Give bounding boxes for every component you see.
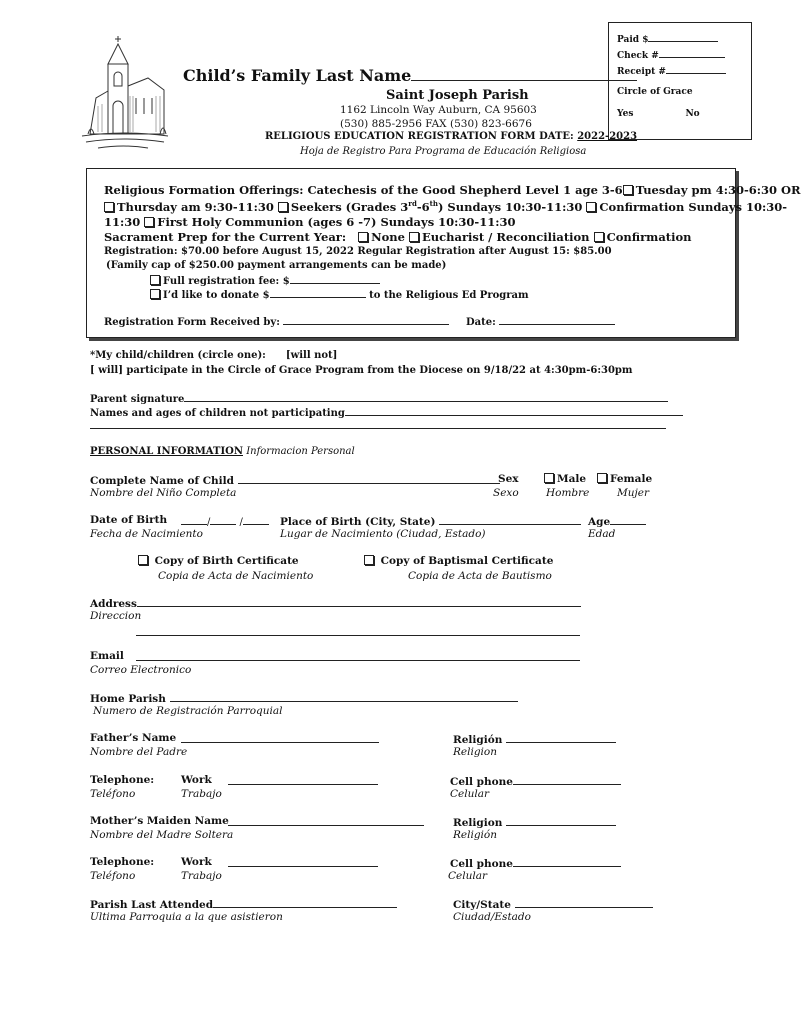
circle-of-grace-label: Circle of Grace bbox=[617, 87, 693, 97]
male-checkbox[interactable] bbox=[544, 473, 554, 483]
full-fee-checkbox[interactable] bbox=[150, 275, 160, 285]
father-es: Nombre del Padre bbox=[90, 746, 188, 758]
tel-2-label: Telephone: bbox=[90, 856, 155, 868]
sex-es: Sexo bbox=[493, 487, 519, 499]
cgs-thursday-checkbox[interactable] bbox=[104, 202, 114, 212]
cell-2-field[interactable] bbox=[513, 856, 621, 867]
religion-1-field[interactable] bbox=[506, 732, 616, 743]
dob-field[interactable]: / / bbox=[181, 514, 269, 528]
donate-checkbox[interactable] bbox=[150, 289, 160, 299]
received-date-field[interactable] bbox=[499, 314, 615, 325]
religion-2-field[interactable] bbox=[506, 815, 616, 826]
email-field[interactable] bbox=[136, 650, 580, 661]
parent-signature-line: Parent signature bbox=[90, 391, 668, 405]
family-name-title: Child’s Family Last Name bbox=[183, 66, 637, 85]
none-checkbox[interactable] bbox=[358, 232, 368, 242]
check-label: Check # bbox=[617, 51, 659, 61]
registration-fee-text: Registration: $70.00 before August 15, 2022 Regular Registration after August 15: $85.00 bbox=[104, 246, 612, 257]
sex-label: Sex bbox=[498, 473, 519, 485]
address-line-2[interactable] bbox=[136, 625, 580, 636]
city-state-line: City/State bbox=[453, 897, 653, 911]
home-parish-field[interactable] bbox=[170, 691, 518, 702]
work-1-field[interactable] bbox=[228, 774, 378, 785]
female-es: Mujer bbox=[617, 487, 650, 499]
work-2-field[interactable] bbox=[228, 856, 378, 867]
male-option: Male bbox=[544, 473, 586, 485]
parish-last-es: Ultima Parroquia a la que asistieron bbox=[90, 911, 283, 923]
religion-2-line: Religion bbox=[453, 815, 616, 829]
names-ages-line: Names and ages of children not participating bbox=[90, 405, 683, 419]
cell-2-es: Celular bbox=[448, 870, 488, 882]
paid-label: Paid $ bbox=[617, 35, 649, 45]
dob-label: Date of Birth bbox=[90, 514, 168, 526]
full-fee-field[interactable] bbox=[290, 273, 380, 284]
church-illustration bbox=[78, 36, 170, 154]
email-line: Email bbox=[90, 650, 124, 662]
seekers-checkbox[interactable] bbox=[278, 202, 288, 212]
confirmation-sunday-checkbox[interactable] bbox=[586, 202, 596, 212]
parish-last-field[interactable] bbox=[213, 897, 397, 908]
received-by-line: Registration Form Received by: bbox=[104, 314, 449, 328]
donate-line: I’d like to donate $ to the Religious Ed Program bbox=[150, 287, 529, 301]
mother-es: Nombre del Madre Soltera bbox=[90, 829, 234, 841]
parish-address: 1162 Lincoln Way Auburn, CA 95603 bbox=[340, 104, 537, 116]
city-state-es: Ciudad/Estado bbox=[453, 911, 531, 923]
parish-phone: (530) 885-2956 FAX (530) 823-6676 bbox=[340, 118, 532, 130]
child-name-field[interactable] bbox=[238, 473, 500, 484]
city-state-field[interactable] bbox=[515, 897, 653, 908]
tel-2-es: Teléfono bbox=[90, 870, 136, 882]
bapt-cert-option: Copy of Baptismal Certificate bbox=[364, 555, 553, 567]
names-ages-extra-line[interactable] bbox=[90, 418, 666, 429]
form-title: RELIGIOUS EDUCATION REGISTRATION FORM DATE: 2022-2023 bbox=[265, 131, 638, 142]
birth-cert-option: Copy of Birth Certificate bbox=[138, 555, 299, 567]
child-name-line: Complete Name of Child bbox=[90, 473, 500, 487]
family-cap-text: (Family cap of $250.00 payment arrangements can be made) bbox=[106, 260, 447, 271]
religion-2-es: Religión bbox=[453, 829, 497, 841]
cell-2-line: Cell phone bbox=[450, 856, 621, 870]
child-name-es: Nombre del Niño Completa bbox=[90, 487, 237, 499]
mother-field[interactable] bbox=[228, 815, 424, 826]
donate-field[interactable] bbox=[270, 287, 366, 298]
cgs-tuesday-checkbox[interactable] bbox=[623, 185, 633, 195]
pob-line: Place of Birth (City, State) bbox=[280, 514, 581, 528]
offerings-line-2: Thursday am 9:30-11:30 Seekers (Grades 3rd-6th) Sundays 10:30-11:30 Confirmation Sundays 10:30- bbox=[104, 199, 787, 214]
sacrament-prep-line: Sacrament Prep for the Current Year: None Eucharist / Reconciliation Confirmation bbox=[104, 230, 692, 244]
full-fee-line: Full registration fee: $ bbox=[150, 273, 380, 287]
work-2-es: Trabajo bbox=[181, 870, 222, 882]
birth-cert-checkbox[interactable] bbox=[138, 555, 148, 565]
address-es: Direccion bbox=[90, 610, 142, 622]
address-line: Address bbox=[90, 596, 581, 610]
offerings-line-1: Religious Formation Offerings: Catechesis of the Good Shepherd Level 1 age 3-6 Tuesday pm 4:30-6:30 OR bbox=[104, 183, 801, 197]
first-communion-checkbox[interactable] bbox=[144, 217, 154, 227]
names-ages-field[interactable] bbox=[345, 405, 683, 416]
received-by-field[interactable] bbox=[283, 314, 449, 325]
bapt-cert-checkbox[interactable] bbox=[364, 555, 374, 565]
pob-es: Lugar de Nacimiento (Ciudad, Estado) bbox=[280, 528, 486, 540]
tel-1-es: Teléfono bbox=[90, 788, 136, 800]
address-field[interactable] bbox=[137, 596, 581, 607]
cell-1-field[interactable] bbox=[513, 774, 621, 785]
age-field[interactable] bbox=[610, 514, 646, 525]
parent-signature-field[interactable] bbox=[184, 391, 668, 402]
eucharist-checkbox[interactable] bbox=[409, 232, 419, 242]
confirmation-checkbox[interactable] bbox=[594, 232, 604, 242]
father-field[interactable] bbox=[181, 732, 379, 743]
birth-cert-es: Copia de Acta de Nacimiento bbox=[158, 570, 314, 582]
parish-name: Saint Joseph Parish bbox=[386, 88, 529, 103]
parish-last-line: Parish Last Attended bbox=[90, 897, 397, 911]
dob-es: Fecha de Nacimiento bbox=[90, 528, 203, 540]
personal-info-heading: PERSONAL INFORMATION Informacion Personal bbox=[90, 446, 355, 457]
pob-field[interactable] bbox=[439, 514, 581, 525]
yes-label: Yes bbox=[617, 109, 634, 119]
email-es: Correo Electronico bbox=[90, 664, 192, 676]
cell-1-es: Celular bbox=[450, 788, 490, 800]
received-date-line: Date: bbox=[466, 314, 615, 328]
father-label: Father’s Name bbox=[90, 732, 177, 744]
work-2-label: Work bbox=[181, 856, 212, 868]
circle-grace-line-2: [ will] participate in the Circle of Grace Program from the Diocese on 9/18/22 at 4:30pm-6:30pm bbox=[90, 365, 633, 376]
religion-1-es: Religion bbox=[453, 746, 497, 758]
offerings-line-3: 11:30 First Holy Communion (ages 6 -7) Sundays 10:30-11:30 bbox=[104, 215, 516, 229]
cell-1-line: Cell phone bbox=[450, 774, 621, 788]
bapt-cert-es: Copia de Acta de Bautismo bbox=[408, 570, 552, 582]
home-parish-line: Home Parish bbox=[90, 691, 518, 705]
female-option: Female bbox=[597, 473, 652, 485]
form-title-spanish: Hoja de Registro Para Programa de Educación Religiosa bbox=[300, 146, 587, 157]
work-1-es: Trabajo bbox=[181, 788, 222, 800]
female-checkbox[interactable] bbox=[597, 473, 607, 483]
tel-1-label: Telephone: bbox=[90, 774, 155, 786]
no-label: No bbox=[685, 109, 700, 119]
work-1-label: Work bbox=[181, 774, 212, 786]
receipt-label: Receipt # bbox=[617, 67, 666, 77]
age-es: Edad bbox=[588, 528, 616, 540]
circle-grace-line-1: *My child/children (circle one): [will not] bbox=[90, 350, 338, 361]
religion-1-line: Religión bbox=[453, 732, 616, 746]
male-es: Hombre bbox=[546, 487, 590, 499]
mother-label: Mother’s Maiden Name bbox=[90, 815, 229, 827]
home-parish-es: Numero de Registración Parroquial bbox=[93, 705, 283, 717]
age-line: Age bbox=[588, 514, 646, 528]
